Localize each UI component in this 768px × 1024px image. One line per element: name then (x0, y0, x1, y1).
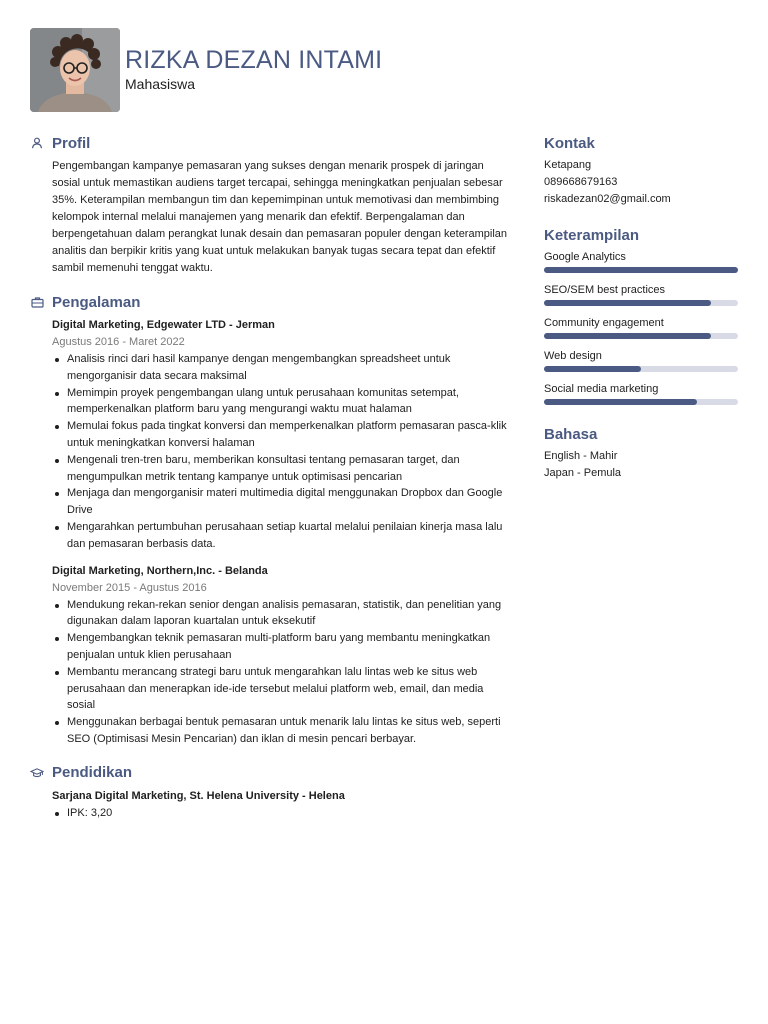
skills-list (544, 249, 738, 405)
list-item: Mengenali tren-tren baru, memberikan konsultasi tentang pemasaran target, dan mengumpulkan metrik tentang kampanye untuk optimisasi pencarian (67, 452, 508, 486)
sidebar-column (544, 134, 738, 496)
list-item: Memimpin proyek pengembangan ulang untuk perusahaan komunitas setempat, memperkenalkan platform baru yang mengurangi waktu muat halaman (67, 385, 508, 419)
job-entry (30, 317, 508, 553)
job-entry (30, 563, 508, 748)
education-heading: Pendidikan (52, 764, 133, 782)
job-date: Agustus 2016 - Maret 2022 (52, 336, 185, 348)
contact-section (544, 134, 738, 208)
skill-name: SEO/SEM best practices (544, 284, 666, 296)
job-bullets (67, 597, 508, 748)
graduation-cap-icon (30, 766, 44, 780)
skill-item (544, 249, 738, 273)
list-item: Mengembangkan teknik pemasaran multi-platform baru yang membantu meningkatkan penjualan untuk klien perusahaan (67, 630, 508, 664)
person-icon (30, 136, 44, 150)
contact-email: riskadezan02@gmail.com (544, 193, 671, 205)
list-item: Menjaga dan mengorganisir materi multimedia digital menggunakan Dropbox dan Google Drive (67, 485, 508, 519)
skill-name: Community engagement (544, 317, 664, 329)
job-date: November 2015 - Agustus 2016 (52, 581, 207, 594)
skill-level-fill (544, 399, 697, 405)
skill-level-fill (544, 333, 711, 339)
profile-heading: Profil (52, 134, 91, 152)
candidate-role: Mahasiswa (125, 76, 196, 92)
list-item: Membantu merancang strategi baru untuk mengarahkan lalu lintas web ke situs web perusahaan dan menerapkan ide-ide tersebut melalui platform web, email, dan media sosial (67, 664, 508, 714)
list-item: Memulai fokus pada tingkat konversi dan memperkenalkan platform pemasaran pasca-klik untuk meningkatkan konversi halaman (67, 418, 508, 452)
experience-heading: Pengalaman (52, 293, 141, 311)
skill-item (544, 348, 738, 372)
education-bullets (67, 805, 508, 822)
degree-title: Sarjana Digital Marketing, St. Helena University - Helena (52, 789, 345, 802)
main-column (30, 134, 508, 838)
briefcase-icon (30, 295, 44, 309)
experience-section (30, 293, 508, 748)
contact-heading: Kontak (544, 134, 595, 152)
list-item: IPK: 3,20 (67, 805, 508, 822)
skill-level-fill (544, 300, 711, 306)
list-item: Mengarahkan pertumbuhan perusahaan setiap kuartal melalui penilaian kinerja masa lalu dan pemasaran berbasis data. (67, 519, 508, 553)
skill-level-bar (544, 267, 738, 273)
skill-level-fill (544, 267, 738, 273)
skill-level-bar (544, 300, 738, 306)
languages-heading: Bahasa (544, 425, 598, 443)
list-item: Analisis rinci dari hasil kampanye dengan mengembangkan spreadsheet untuk mengorganisir data secara maksimal (67, 351, 508, 385)
languages-section (544, 425, 738, 482)
skill-item (544, 315, 738, 339)
skill-level-fill (544, 366, 641, 372)
list-item: Menggunakan berbagai bentuk pemasaran untuk menarik lalu lintas ke situs web, seperti SEO (Optimisasi Mesin Pencarian) dan iklan di mesin pencari berbayar. (67, 714, 508, 748)
skill-level-bar (544, 399, 738, 405)
skill-level-bar (544, 366, 738, 372)
skill-item (544, 381, 738, 405)
skill-name: Web design (544, 350, 602, 362)
list-item: Mendukung rekan-rekan senior dengan analisis pemasaran, statistik, dan penelitian yang digunakan dalam laporan kuartalan untuk eksekutif (67, 597, 508, 631)
candidate-name: RIZKA DEZAN INTAMI (125, 46, 383, 74)
skill-name: Google Analytics (544, 251, 626, 263)
profile-photo (30, 28, 120, 112)
skill-name: Social media marketing (544, 383, 659, 395)
job-bullets (67, 351, 508, 553)
profile-summary: Pengembangan kampanye pemasaran yang sukses dengan menarik prospek di jaringan sosial untuk memastikan audiens target tercapai, sehingga meningkatkan penjualan sebesar 35%. Keterampilan membangun tim dan kepemimpinan untuk memotivasi dan membimbing kelompok internal melalui manajemen yang menarik dan efektif. Berpengalaman dan berpengetahuan dalam perangkat lunak desain dan pemasaran populer dengan keterampilan analitis dan berpikir kritis yang kuat untuk melakukan banyak tugas secara tepat dan efektif sambil memenuhi tenggat waktu. (52, 160, 507, 274)
contact-city: Ketapang (544, 159, 592, 171)
profile-section (30, 134, 508, 277)
skill-item (544, 282, 738, 306)
language-item: English - Mahir (544, 450, 618, 462)
language-item: Japan - Pemula (544, 467, 622, 479)
contact-phone: 089668679163 (544, 176, 618, 188)
skills-heading: Keterampilan (544, 226, 640, 244)
skill-level-bar (544, 333, 738, 339)
job-title: Digital Marketing, Edgewater LTD - Jerman (52, 319, 275, 331)
education-section (30, 764, 508, 822)
job-title: Digital Marketing, Northern,Inc. - Belanda (52, 564, 268, 577)
skills-section (544, 226, 738, 405)
